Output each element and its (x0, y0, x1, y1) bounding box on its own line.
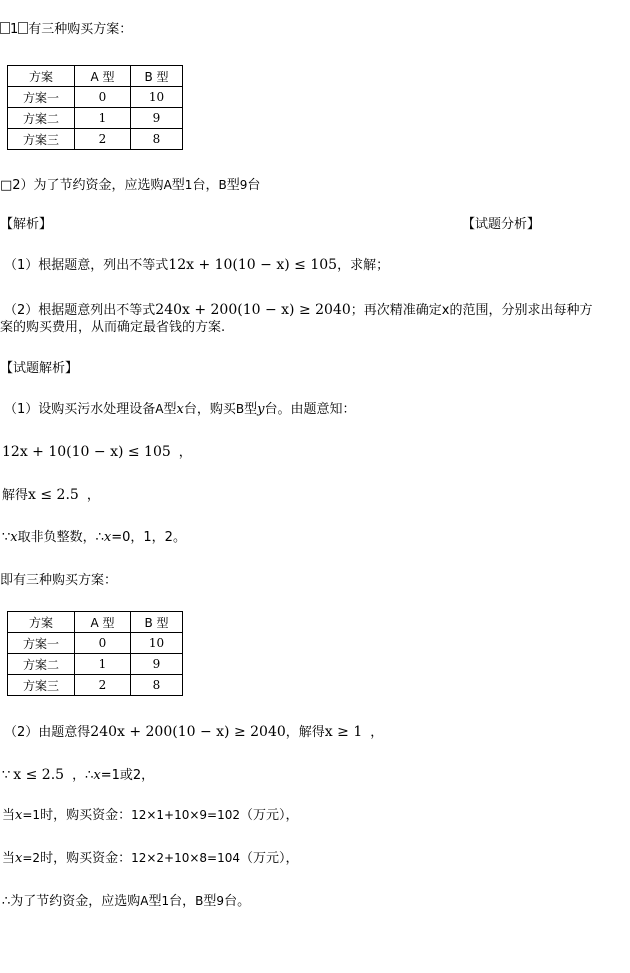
text: （1）设购买污水处理设备 (4, 402, 156, 417)
case-x2-line (2, 849, 299, 868)
table-row (8, 633, 183, 654)
upper-bound: x ≤ 2.5 (13, 767, 65, 783)
var-x: x (15, 851, 23, 866)
text: ， (370, 725, 384, 740)
text: ，求解； (337, 258, 390, 273)
part1-num: 1 (10, 22, 19, 37)
lower-bound: x ≥ 1 (324, 724, 363, 740)
text: 型 (148, 894, 162, 909)
type-a: A (155, 402, 164, 416)
type-b: B (218, 178, 227, 192)
table-cell: 8 (131, 675, 183, 696)
part2-answer-line (0, 176, 260, 195)
table-header-row (8, 612, 183, 633)
table-cell: 方案二 (8, 108, 75, 129)
solution-line-1 (4, 400, 356, 419)
count-one: 1 (161, 894, 170, 908)
var-x: x (103, 530, 112, 545)
table-row (8, 675, 183, 696)
text: 取非负整数，∴ (17, 530, 104, 545)
part2-prefix: □2）为了节约资金，应选购 (0, 178, 164, 193)
solution-range-line (2, 766, 154, 785)
text: 型 (226, 178, 240, 193)
plan-table-2 (7, 611, 183, 696)
table-header-cell: A 型 (75, 612, 131, 633)
inequality-1: 12x + 10(10 − x) ≤ 105 (168, 257, 338, 273)
text: 解得 (2, 488, 29, 503)
inequality-1: 12x + 10(10 − x) ≤ 105 (2, 444, 171, 460)
table-cell: 2 (75, 129, 131, 150)
table-header-cell: 方案 (8, 66, 75, 87)
text: 型 (244, 402, 258, 417)
table-header-row (8, 66, 183, 87)
var-x: x (176, 402, 184, 417)
table-cell: 9 (131, 654, 183, 675)
solution-bound: x ≤ 2.5 (28, 487, 79, 503)
text: ，解得 (285, 725, 325, 740)
text: 台 (247, 178, 261, 193)
count-nine: 9 (216, 894, 225, 908)
type-b: B (195, 894, 204, 908)
text: =0，1，2。 (111, 530, 186, 545)
solution-three-plans: 即有三种购买方案： (0, 573, 118, 588)
table-cell: 方案三 (8, 129, 75, 150)
text: 型 (171, 178, 185, 193)
cost-calc: 12×1+10×9=102 (131, 808, 241, 822)
var-x: x (15, 808, 23, 823)
text: 时，购买资金： (40, 808, 132, 823)
table-row (8, 129, 183, 150)
text: 型 (203, 894, 217, 909)
table-header-cell: B 型 (131, 612, 183, 633)
solution-integer-line (2, 529, 186, 547)
table-row (8, 654, 183, 675)
text: 台。 (224, 894, 251, 909)
analysis-right-heading: 【试题分析】 (462, 217, 541, 232)
text: 台。由题意知： (264, 402, 356, 417)
table-cell: 方案一 (8, 87, 75, 108)
table-cell: 2 (75, 675, 131, 696)
table-cell: 8 (131, 129, 183, 150)
type-b: B (235, 402, 245, 416)
analysis-line-2b: 案的购买费用，从而确定最省钱的方案. (0, 320, 226, 335)
because-symbol: ∵ (2, 768, 11, 783)
table-cell: 0 (75, 633, 131, 654)
text: 型 (163, 402, 177, 417)
type-a: A (140, 894, 149, 908)
table-header-cell: B 型 (131, 66, 183, 87)
case-x1-line (2, 806, 299, 825)
because-symbol: ∵ (2, 530, 11, 545)
count-nine: 9 (239, 178, 248, 192)
inequality-2: 240x + 200(10 − x) ≥ 2040 (90, 724, 286, 740)
inequality-2: 240x + 200(10 − x) ≥ 2040 (155, 302, 351, 318)
table-header-cell: 方案 (8, 612, 75, 633)
table-cell: 0 (75, 87, 131, 108)
text: 当 (2, 851, 16, 866)
cost-calc: 12×2+10×8=104 (131, 851, 241, 865)
table-cell: 10 (131, 87, 183, 108)
table-cell: 10 (131, 633, 183, 654)
text: 时，购买资金： (40, 851, 132, 866)
part1-text: 有三种购买方案： (28, 22, 133, 37)
var-y: y (257, 402, 265, 417)
missing-glyph-box (18, 22, 28, 34)
table-cell: 方案二 (8, 654, 75, 675)
conclusion-line (2, 892, 250, 911)
table-header-cell: A 型 (75, 66, 131, 87)
text: （2）根据题意列出不等式 (4, 303, 156, 318)
table-row (8, 87, 183, 108)
solution-inequality-line (2, 443, 192, 462)
solution-solve-line (2, 486, 100, 505)
var-x: x (93, 768, 101, 783)
plan-table-1 (7, 65, 183, 150)
text: ∴为了节约资金，应选购 (2, 894, 141, 909)
text: （1）根据题意，列出不等式 (4, 258, 169, 273)
text: =2 (22, 851, 41, 865)
text: 台， (192, 178, 219, 193)
text: 台，购买 (183, 402, 236, 417)
text: ，∴ (72, 768, 94, 783)
analysis-heading: 【解析】 (0, 217, 53, 232)
text: （2）由题意得 (4, 725, 91, 740)
text: ；再次精准确定x的范围，分别求出每种方 (350, 303, 593, 318)
text: 当 (2, 808, 16, 823)
text: （万元）， (240, 808, 299, 823)
text: =1或2， (100, 768, 155, 783)
analysis-line-1 (4, 256, 389, 275)
text: 台， (169, 894, 196, 909)
text: ， (178, 445, 192, 460)
type-a: A (163, 178, 172, 192)
solution-heading: 【试题解析】 (0, 361, 79, 376)
var-x: x (10, 530, 18, 545)
part1-answer-line (0, 21, 132, 39)
missing-glyph-box (0, 22, 10, 34)
solution-line-2 (4, 723, 383, 742)
table-cell: 方案一 (8, 633, 75, 654)
text: （万元）， (240, 851, 299, 866)
table-cell: 9 (131, 108, 183, 129)
text: =1 (22, 808, 41, 822)
table-row (8, 108, 183, 129)
text: ， (86, 488, 100, 503)
table-cell: 方案三 (8, 675, 75, 696)
table-cell: 1 (75, 654, 131, 675)
count-one: 1 (184, 178, 193, 192)
analysis-line-2 (4, 301, 592, 320)
table-cell: 1 (75, 108, 131, 129)
